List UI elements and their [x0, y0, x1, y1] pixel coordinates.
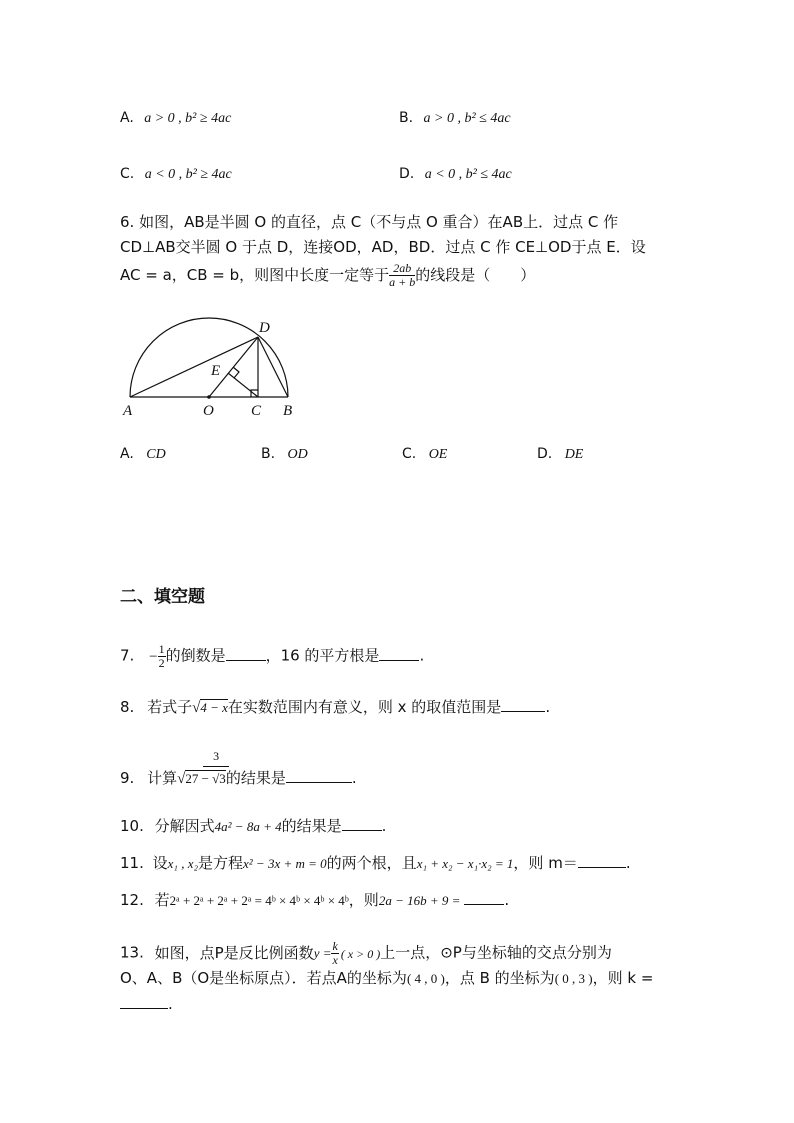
option-expr: a < 0 , b² ≥ 4ac — [144, 167, 232, 182]
option-expr: a < 0 , b² ≤ 4ac — [424, 167, 512, 182]
period: . — [545, 698, 551, 716]
minus-sign: − — [149, 648, 158, 665]
math-expression: y = — [313, 945, 332, 961]
question-number: 9. — [120, 769, 135, 787]
option-value: DE — [564, 447, 584, 462]
q6-line-3-pre: AC = a，CB = b，则图中长度一定等于 — [120, 266, 390, 284]
q6-line-3-post: 的线段是（ ） — [415, 266, 536, 284]
q6-option-b — [261, 446, 308, 463]
question-text: 计算 — [147, 769, 178, 787]
label-o: O — [203, 403, 214, 419]
segment-bd — [258, 337, 288, 397]
math-expression: 4a² − 8a + 4 — [214, 819, 282, 834]
question-number: 11. — [120, 854, 144, 872]
question-number: 10. — [120, 817, 144, 835]
question-text: ，16 的平方根是 — [265, 646, 380, 665]
q6-option-d — [537, 446, 583, 463]
math-condition: ( x > 0 ) — [340, 946, 381, 961]
q5-option-d — [399, 166, 512, 183]
q6-fraction — [389, 262, 415, 289]
period: . — [351, 769, 357, 787]
label-a: A — [123, 403, 133, 419]
q6-option-a — [120, 446, 166, 463]
period: . — [504, 891, 510, 909]
option-label: B. — [261, 446, 276, 462]
radicand: 27 − √3 — [185, 771, 226, 786]
coordinate-a: ( 4 , 0 ) — [406, 971, 445, 986]
fraction — [158, 643, 166, 670]
fraction-numerator: 2ab — [389, 262, 415, 276]
fraction-numerator: 1 — [158, 642, 165, 656]
semicircle-figure — [115, 315, 315, 425]
question-text: 如图，点P是反比例函数 — [154, 943, 314, 962]
period: . — [419, 646, 425, 665]
math-expression: 2ᵃ + 2ᵃ + 2ᵃ + 2ᵃ = 4ᵇ × 4ᵇ × 4ᵇ × 4ᵇ — [169, 893, 349, 908]
root-index: 3 — [203, 746, 229, 767]
question-text: 设 — [152, 854, 168, 872]
question-13-line-2 — [120, 968, 653, 989]
question-text: ，则 m＝ — [513, 854, 578, 872]
fraction-denominator: x — [332, 953, 338, 967]
option-label: D. — [537, 446, 553, 462]
question-11 — [120, 853, 631, 874]
q6-line-2: CD⊥AB交半圆 O 于点 D，连接OD，AD，BD．过点 C 作 CE⊥OD于点 E．设 — [120, 238, 646, 256]
answer-blank[interactable] — [578, 853, 626, 868]
answer-blank[interactable] — [379, 646, 419, 661]
answer-blank[interactable] — [501, 697, 545, 712]
q6-line-1: 6. 如图，AB是半圆 O 的直径，点 C（不与点 O 重合）在AB上．过点 C 作 — [120, 213, 619, 231]
question-number: 12. — [120, 891, 144, 909]
fraction-denominator: a + b — [389, 275, 416, 289]
fraction — [331, 940, 338, 967]
label-e: E — [211, 363, 221, 379]
question-10 — [120, 816, 386, 837]
cube-root: 3 √27 − √3 — [177, 768, 226, 789]
fraction-numerator: k — [332, 939, 338, 953]
period: . — [381, 817, 387, 835]
question-12 — [120, 890, 509, 911]
question-text: 若式子 — [147, 698, 193, 716]
q5-option-b — [399, 110, 511, 127]
segment-ce — [228, 373, 258, 397]
question-text: 上一点，⊙P与坐标轴的交点分别为 — [380, 943, 612, 962]
math-expression: 2a − 16b + 9 = — [378, 893, 461, 908]
answer-blank[interactable] — [120, 994, 168, 1009]
question-text: 分解因式 — [154, 817, 215, 835]
question-7 — [120, 643, 424, 670]
fraction-denominator: 2 — [158, 656, 165, 670]
question-number: 8. — [120, 698, 135, 716]
question-text: 的倒数是 — [165, 646, 226, 665]
period: . — [625, 854, 631, 872]
option-label: A. — [120, 110, 134, 126]
coordinate-b: ( 0 , 3 ) — [554, 971, 593, 986]
answer-blank[interactable] — [226, 646, 266, 661]
option-label: B. — [399, 110, 414, 126]
question-number: 7. — [120, 646, 135, 665]
period: . — [168, 995, 173, 1013]
option-value: OD — [287, 447, 308, 462]
question-text: ，则 — [348, 891, 379, 909]
section-title: 二、填空题 — [120, 587, 205, 607]
q6-option-c — [402, 446, 447, 463]
question-text: O、A、B（O是坐标原点）．若点A的坐标为 — [120, 969, 407, 987]
center-point-o — [207, 395, 211, 399]
q5-option-c — [120, 166, 232, 183]
question-text: ，点 B 的坐标为 — [444, 969, 555, 987]
math-expression: x₁ + x₂ − x₁·x₂ = 1 — [416, 856, 514, 871]
right-angle-mark-e — [233, 367, 239, 378]
question-text: 若 — [154, 891, 170, 909]
question-13-line-3 — [120, 994, 173, 1014]
question-8 — [120, 697, 550, 718]
label-c: C — [251, 403, 262, 419]
sqrt-sign: √ — [192, 700, 201, 716]
answer-blank[interactable] — [342, 816, 382, 831]
option-label: A. — [120, 446, 134, 462]
question-text: 的两个根，且 — [326, 854, 417, 872]
answer-blank[interactable] — [464, 890, 504, 905]
label-b: B — [283, 403, 293, 419]
option-label: D. — [399, 166, 415, 182]
option-expr: a > 0 , b² ≥ 4ac — [144, 111, 232, 126]
question-13-line-1 — [120, 940, 612, 967]
label-d: D — [259, 320, 270, 336]
option-value: CD — [146, 447, 166, 462]
question-9 — [120, 749, 357, 789]
q5-option-a — [120, 110, 231, 127]
question-number: 13. — [120, 943, 144, 962]
question-text: 的结果是 — [225, 769, 286, 787]
option-label: C. — [120, 166, 135, 182]
question-text: 是方程 — [198, 854, 244, 872]
q6-line-3 — [120, 262, 535, 289]
math-expression: x₁ , x₂ — [167, 856, 198, 871]
question-text: 在实数范围内有意义，则 x 的取值范围是 — [227, 698, 502, 716]
option-label: C. — [402, 446, 417, 462]
question-text: ，则 k = — [592, 969, 654, 987]
option-value: OE — [428, 447, 448, 462]
math-expression: x² − 3x + m = 0 — [243, 856, 327, 871]
answer-blank[interactable] — [286, 768, 352, 783]
option-expr: a > 0 , b² ≤ 4ac — [423, 111, 511, 126]
radicand: 4 − x — [200, 700, 228, 715]
question-text: 的结果是 — [281, 817, 342, 835]
